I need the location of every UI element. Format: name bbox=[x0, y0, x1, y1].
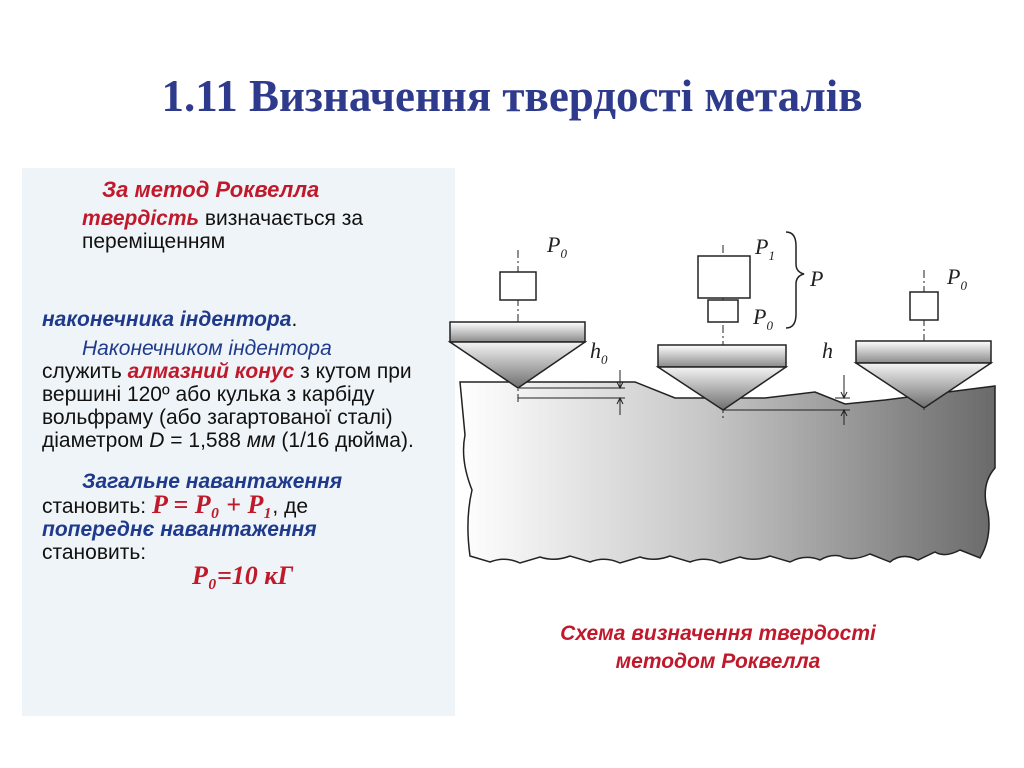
formula-preload: P₀=10 кГ bbox=[192, 561, 294, 590]
label-p0-left: $P_0$ bbox=[547, 232, 567, 261]
label-h0: $h_0$ bbox=[590, 338, 608, 367]
label-h: h bbox=[822, 338, 833, 363]
para-total-load: Загальне навантаження становить: P = P₀ + P₁, де попереднє навантаження становить: P₀=10 кГ bbox=[42, 470, 343, 590]
method-heading: За метод Роквелла bbox=[102, 177, 320, 202]
formula-total-load: P = P₀ + P₁ bbox=[151, 490, 273, 519]
para-indenter-tip: наконечника індентора. bbox=[42, 308, 298, 331]
load-brace bbox=[786, 232, 804, 328]
label-p1: $P_1$ bbox=[755, 234, 775, 263]
diagram-caption: Схема визначення твердості методом Роквелла bbox=[560, 622, 876, 673]
rockwell-diagram bbox=[440, 220, 1000, 580]
label-p0-middle: $P_0$ bbox=[753, 304, 773, 333]
label-p0-right: $P_0$ bbox=[947, 264, 967, 293]
text-panel bbox=[22, 168, 455, 716]
slide-title: 1.11 Визначення твердості металів bbox=[161, 71, 863, 121]
para-hardness: твердість визначається за переміщенням bbox=[82, 207, 364, 253]
label-p-total: P bbox=[810, 266, 824, 291]
para-indenter-description: Наконечником індентора служить алмазний конус з кутом при вершині 120º або кулька з карбіду вольфраму (або загартованої сталі) діаметром D = 1,588 мм (1/16 дюйма). bbox=[42, 337, 414, 452]
specimen-block bbox=[460, 382, 995, 563]
